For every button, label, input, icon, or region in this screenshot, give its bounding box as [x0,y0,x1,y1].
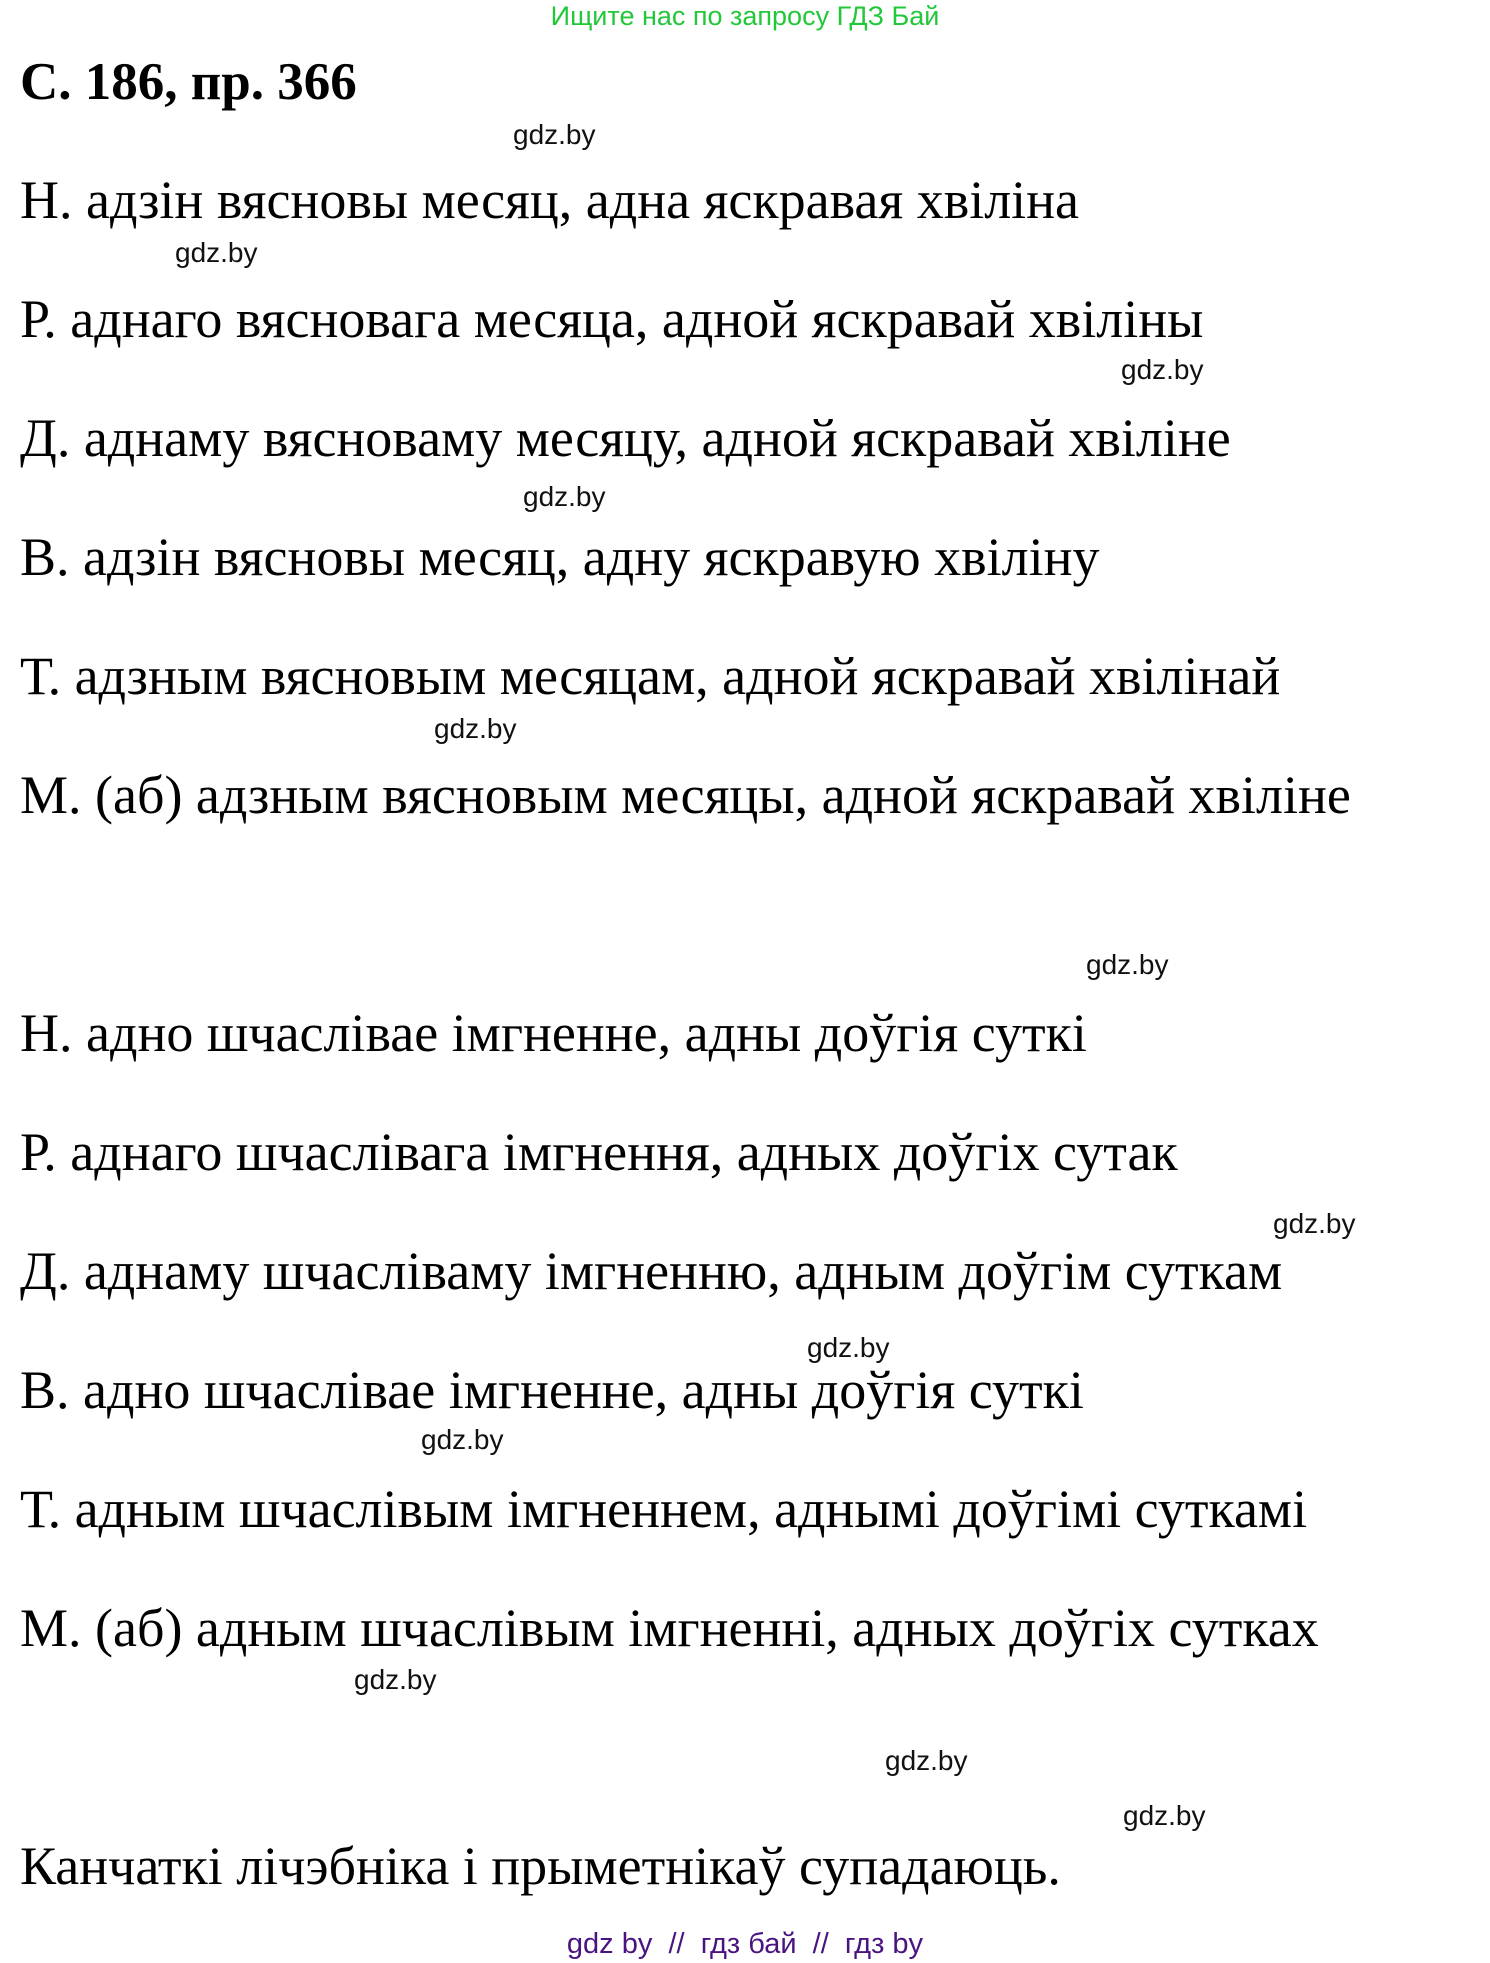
watermark: gdz.by [1121,354,1204,385]
footer-watermark: gdz by // гдз бай // гдз by [566,1928,924,1960]
declension-line-instrumental-2: Т. адным шчаслівым імгненнем, аднымі доўгімі суткамі [20,1479,1308,1539]
watermark: gdz.by [434,713,517,744]
watermark: gdz.by [421,1424,504,1455]
watermark: gdz.by [1273,1208,1356,1239]
declension-line-nominative-2: Н. адно шчаслівае імгненне, адны доўгія суткі [20,1003,1087,1063]
declension-line-prepositional-2: М. (аб) адным шчаслівым імгненні, адных доўгіх сутках [20,1598,1319,1658]
conclusion-text: Канчаткі лічэбніка і прыметнікаў супадаюць. [20,1836,1061,1896]
declension-line-dative-1: Д. аднаму вясноваму месяцу, адной яскравай хвіліне [20,408,1231,468]
page-title: С. 186, пр. 366 [20,53,357,111]
declension-line-genitive-2: Р. аднаго шчаслівага імгнення, адных доўгіх сутак [20,1122,1178,1182]
watermark: gdz.by [354,1664,437,1695]
watermark: gdz.by [175,237,258,268]
declension-line-instrumental-1: Т. адзным вясновым месяцам, адной яскравай хвілінай [20,646,1281,706]
search-hint-banner: Ищите нас по запросу ГДЗ Бай [550,1,940,31]
declension-line-accusative-1: В. адзін вясновы месяц, адну яскравую хвіліну [20,527,1100,587]
declension-line-dative-2: Д. аднаму шчасліваму імгненню, адным доўгім суткам [20,1241,1283,1301]
declension-line-prepositional-1: М. (аб) адзным вясновым месяцы, адной яскравай хвіліне [20,765,1351,825]
watermark: gdz.by [885,1745,968,1776]
watermark: gdz.by [513,119,596,150]
watermark: gdz.by [523,481,606,512]
declension-line-genitive-1: Р. аднаго вясновага месяца, адной яскравай хвіліны [20,289,1204,349]
watermark: gdz.by [807,1332,890,1363]
watermark: gdz.by [1086,949,1169,980]
declension-line-nominative-1: Н. адзін вясновы месяц, адна яскравая хвіліна [20,170,1080,230]
watermark: gdz.by [1123,1800,1206,1831]
declension-line-accusative-2: В. адно шчаслівае імгненне, адны доўгія суткі [20,1360,1084,1420]
